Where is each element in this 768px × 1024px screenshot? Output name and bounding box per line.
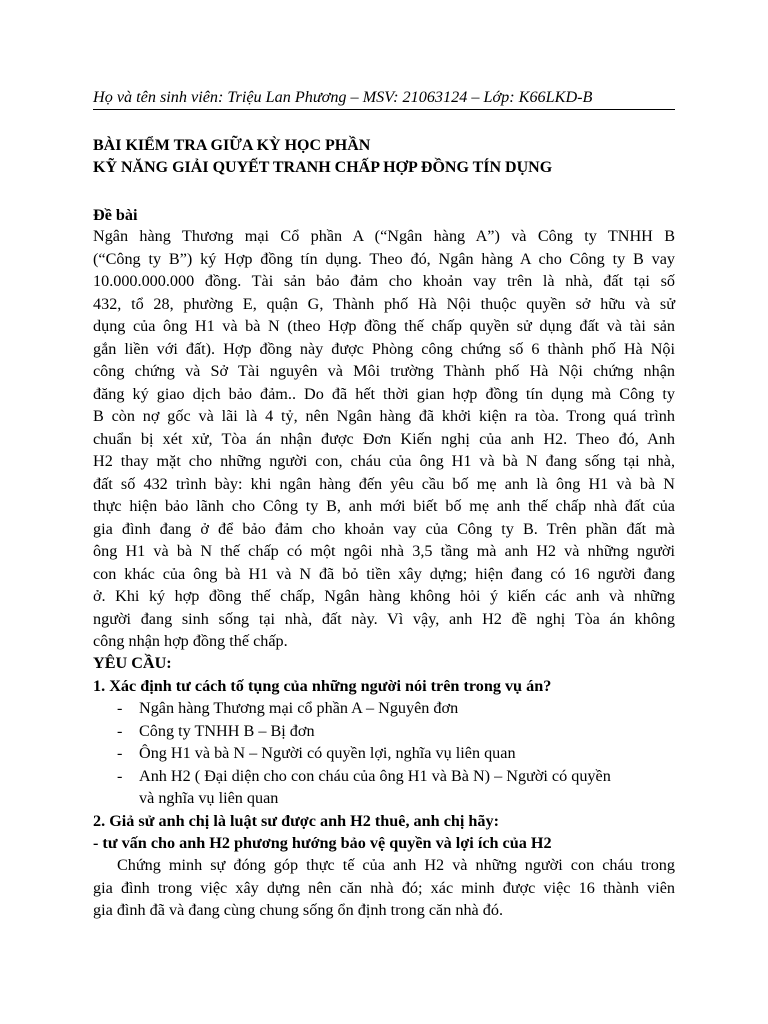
problem-line: dụng của ông H1 và bà N (theo Hợp đồng thế chấp quyền sử dụng đất và tài sản xyxy=(93,317,675,335)
problem-line: chuẩn bị xét xử, Tòa án nhận được Đơn Kiến nghị của anh H2. Theo đó, Anh xyxy=(93,429,675,448)
answer-1-item xyxy=(93,742,683,765)
answer-1-list xyxy=(93,697,683,810)
problem-line: 432, tổ 28, phường E, quận G, Thành phố Hà Nội thuộc quyền sở hữu và sử xyxy=(93,294,675,313)
answer-1-text: Ngân hàng Thương mại cổ phần A – Nguyên đơn xyxy=(139,699,459,717)
problem-statement xyxy=(93,225,675,653)
problem-line: con khác của ông bà H1 và N đã bỏ tiền xây dựng; hiện đang có 16 người đang xyxy=(93,564,675,583)
bullet-dash: - xyxy=(117,721,123,740)
de-bai-heading: Đề bài xyxy=(93,206,138,224)
answer-2-line: Chứng minh sự đóng góp thực tế của anh H2 và những người con cháu trong xyxy=(117,856,675,874)
answer-2-paragraph xyxy=(93,854,675,922)
answer-1-text: và nghĩa vụ liên quan xyxy=(139,789,279,807)
answer-1-text: Ông H1 và bà N – Người có quyền lợi, nghĩa vụ liên quan xyxy=(139,744,516,762)
problem-line: đất số 432 trình bày: khi ngân hàng đến yêu cầu bố mẹ anh là ông H1 và bà N xyxy=(93,474,675,493)
answer-2-line: gia đình trong việc xây dựng nên căn nhà đó; xác minh được việc 16 thành viên xyxy=(93,878,675,897)
student-info-header: Họ và tên sinh viên: Triệu Lan Phương – MSV: 21063124 – Lớp: K66LKD-B xyxy=(93,86,675,110)
bullet-dash: - xyxy=(117,766,123,785)
problem-line: (“Công ty B”) ký Hợp đồng tín dụng. Theo đó, Ngân hàng A cho Công ty B vay xyxy=(93,249,675,268)
problem-line: H2 thay mặt cho những người con, cháu của ông H1 và bà N đang sống tại nhà, xyxy=(93,452,675,470)
question-2: 2. Giả sử anh chị là luật sư được anh H2 thuê, anh chị hãy: xyxy=(93,812,500,830)
bullet-dash: - xyxy=(117,744,123,762)
exam-title: BÀI KIỂM TRA GIỮA KỲ HỌC PHẦN xyxy=(93,137,371,154)
course-title: KỸ NĂNG GIẢI QUYẾT TRANH CHẤP HỢP ĐỒNG TÍN DỤNG xyxy=(93,159,553,176)
problem-line: Ngân hàng Thương mại Cổ phần A (“Ngân hàng A”) và Công ty TNHH B xyxy=(93,227,675,245)
problem-line: công chứng và Sở Tài nguyên và Môi trường Thành phố Hà Nội chứng nhận xyxy=(93,362,675,380)
problem-line: người đang sinh sống tại nhà, đất này. Vì vậy, anh H2 đề nghị Tòa án không xyxy=(93,609,675,628)
problem-line: B còn nợ gốc và lãi là 4 tỷ, nên Ngân hàng đã khởi kiện ra tòa. Trong quá trình xyxy=(93,407,675,425)
answer-2-line: gia đình đã và đang cùng chung sống ổn định trong căn nhà đó. xyxy=(93,901,503,919)
problem-line: gia đình đang ở để bảo đảm cho khoản vay của Công ty B. Trên phần đất mà xyxy=(93,519,675,538)
answer-1-text: Anh H2 ( Đại diện cho con cháu của ông H1 và Bà N) – Người có quyền xyxy=(139,766,611,785)
answer-1-item xyxy=(93,697,683,720)
problem-line: đăng ký giao dịch bảo đảm.. Do đã hết thời gian hợp đồng tín dụng mà Công ty xyxy=(93,384,675,403)
answer-1-text: Công ty TNHH B – Bị đơn xyxy=(139,721,315,740)
question-1: 1. Xác định tư cách tố tụng của những người nói trên trong vụ án? xyxy=(93,677,552,695)
problem-line: ông H1 và bà N thế chấp có một ngôi nhà 3,5 tầng mà anh H2 và những người xyxy=(93,542,675,560)
answer-1-item xyxy=(93,720,683,743)
problem-line: ở. Khi ký hợp đồng thế chấp, Ngân hàng không hỏi ý kiến các anh và những xyxy=(93,587,675,605)
problem-line: 10.000.000.000 đồng. Tài sản bảo đảm cho khoản vay trên là nhà, đất tại số xyxy=(93,272,675,290)
problem-line: thực hiện bảo lãnh cho Công ty B, anh mới biết bố mẹ anh thế chấp nhà đất của xyxy=(93,497,675,515)
bullet-dash: - xyxy=(117,699,123,717)
answer-1-item xyxy=(93,765,683,810)
question-2-subtask: - tư vấn cho anh H2 phương hướng bảo vệ quyền và lợi ích của H2 xyxy=(93,834,552,852)
problem-line: gắn liền với đất). Hợp đồng này được Phòng công chứng số 6 thành phố Hà Nội xyxy=(93,339,675,358)
yeu-cau-heading: YÊU CẦU: xyxy=(93,654,172,672)
problem-line: công nhận hợp đồng thế chấp. xyxy=(93,632,288,650)
